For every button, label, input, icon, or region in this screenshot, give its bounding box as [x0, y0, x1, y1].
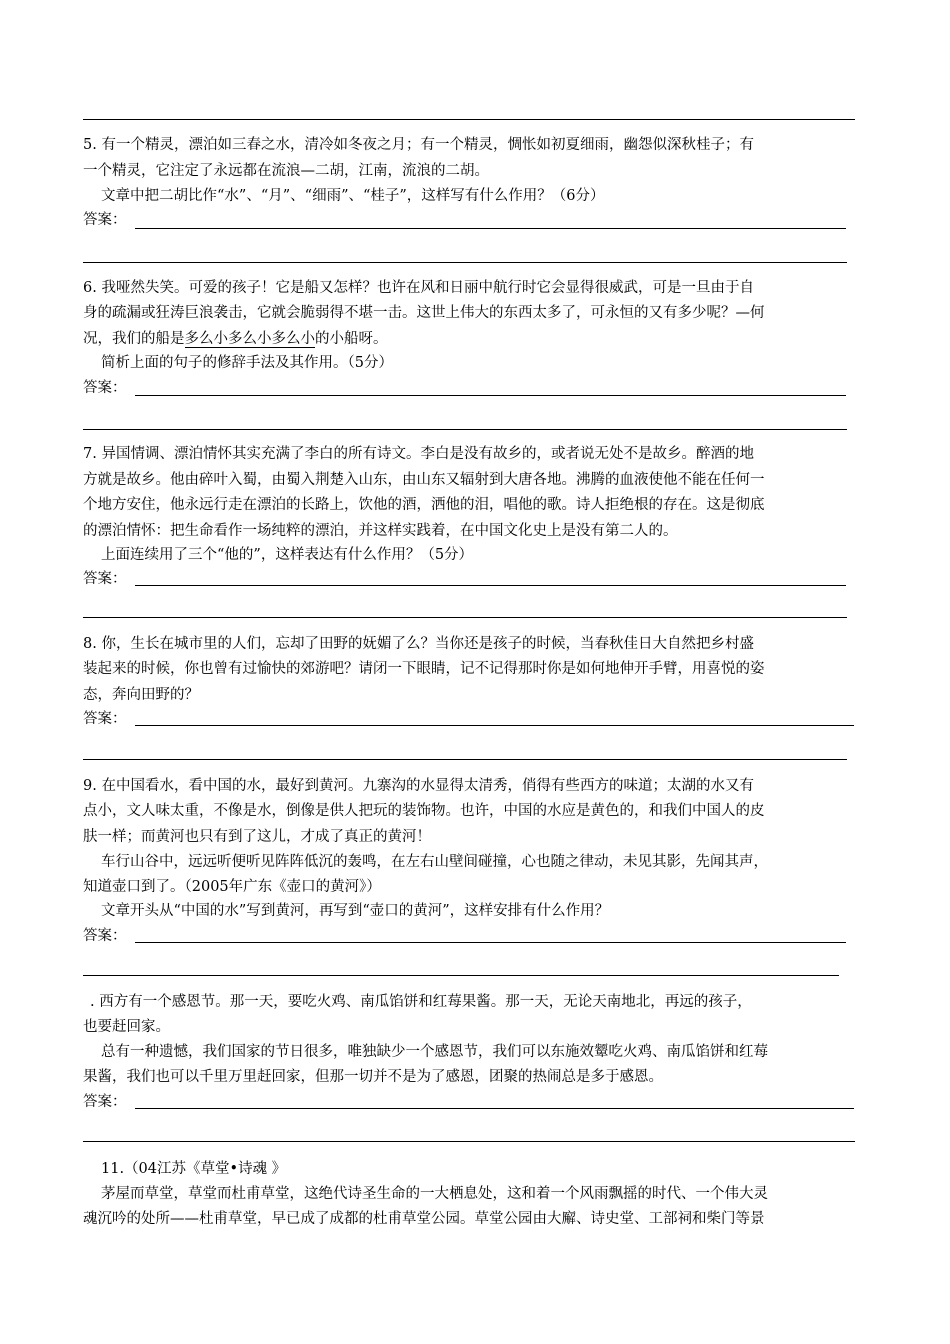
- q9-line-3: 肤一样；而黄河也只有到了这儿，才成了真正的黄河！: [83, 829, 431, 845]
- q6-line-1: 6. 我哑然失笑。可爱的孩子！它是船又怎样？也许在风和日丽中航行时它会显得很威武，可是一旦由于自: [83, 280, 754, 296]
- q6-answer-label: 答案：: [83, 380, 127, 396]
- q9-line-2: 点小，文人味太重，不像是水，倒像是供人把玩的装饰物。也许，中国的水应是黄色的，和我们中国人的皮: [83, 803, 765, 819]
- q10-line-2: 也要赶回家。: [83, 1019, 170, 1035]
- q8-answer-rule: [83, 759, 847, 760]
- q6-question: 简析上面的句子的修辞手法及其作用。（5分）: [101, 355, 393, 371]
- q7-line-4: 的漂泊情怀：把生命看作一场纯粹的漂泊，并这样实践着，在中国文化史上是没有第二人的。: [83, 523, 678, 539]
- q8-answer-line: [135, 725, 854, 726]
- q7-line-2: 方就是故乡。他由碎叶入蜀，由蜀入荆楚入山东，由山东又辐射到大唐各地。沸腾的血液使他不能在任何一: [83, 472, 765, 488]
- q6-line-3-post: 的小船呀。: [315, 331, 388, 347]
- q8-line-3: 态，奔向田野的？: [83, 687, 199, 703]
- q11-title: 11.（04江苏《草堂•诗魂 》: [101, 1161, 287, 1177]
- q10-line-1: . 西方有一个感恩节。那一天，要吃火鸡、南瓜馅饼和红莓果酱。那一天，无论天南地北，再远的孩子，: [90, 994, 752, 1010]
- q9-para2-line-1: 车行山谷中，远远听便听见阵阵低沉的轰鸣，在左右山壁间碰撞，心也随之律动，未见其影，先闻其声，: [101, 854, 768, 870]
- q5-answer-rule: [83, 262, 847, 263]
- q10-para2-line-1: 总有一种遗憾，我们国家的节日很多，唯独缺少一个感恩节，我们可以东施效颦吃火鸡、南瓜馅饼和红莓: [101, 1044, 768, 1060]
- q6-answer-line: [135, 395, 846, 396]
- q6-line-3: [83, 329, 863, 349]
- q7-question: 上面连续用了三个“他的”，这样表达有什么作用？（5分）: [101, 547, 474, 563]
- q6-answer-rule: [83, 429, 847, 430]
- q10-answer-rule: [83, 1141, 855, 1142]
- q5-answer-line: [135, 228, 846, 229]
- q8-line-1: 8. 你，生长在城市里的人们，忘却了田野的妩媚了么？当你还是孩子的时候，当春秋佳日大自然把乡村盛: [83, 636, 754, 652]
- q8-line-2: 装起来的时候，你也曾有过愉快的郊游吧？请闭一下眼睛，记不记得那时你是如何地伸开手臂，用喜悦的姿: [83, 661, 765, 677]
- q7-answer-rule: [83, 617, 847, 618]
- q8-answer-label: 答案：: [83, 711, 127, 727]
- answer-rule: [83, 119, 855, 120]
- q9-question: 文章开头从“中国的水”写到黄河，再写到“壶口的黄河”，这样安排有什么作用？: [101, 903, 610, 919]
- q11-line-2: 魂沉吟的处所——杜甫草堂，早已成了成都的杜甫草堂公园。草堂公园由大廨、诗史堂、工部祠和柴门等景: [83, 1211, 765, 1227]
- q7-answer-line: [135, 585, 846, 586]
- q10-answer-label: 答案：: [83, 1094, 127, 1110]
- q5-line-1: 5. 有一个精灵，漂泊如三春之水，清冷如冬夜之月；有一个精灵，惆怅如初夏细雨，幽怨似深秋桂子；有: [83, 137, 754, 153]
- q11-line-1: 茅屋而草堂，草堂而杜甫草堂，这绝代诗圣生命的一大栖息处，这和着一个风雨飘摇的时代、一个伟大灵: [101, 1186, 768, 1202]
- q6-underlined-phrase: 多么小多么小多么小: [184, 331, 315, 347]
- q9-answer-label: 答案：: [83, 928, 127, 944]
- q9-para2-line-2: 知道壶口到了。（2005年广东《壶口的黄河》）: [83, 879, 381, 895]
- q5-answer-label: 答案：: [83, 212, 127, 228]
- q9-answer-rule: [83, 975, 839, 976]
- q9-line-1: 9. 在中国看水，看中国的水，最好到黄河。九寨沟的水显得太清秀，俏得有些西方的味道；太湖的水又有: [83, 778, 754, 794]
- q7-line-3: 个地方安住，他永远行走在漂泊的长路上，饮他的酒，洒他的泪，唱他的歌。诗人拒绝根的存在。这是彻底: [83, 497, 765, 513]
- q7-answer-label: 答案：: [83, 571, 127, 587]
- q5-question: 文章中把二胡比作“水”、“月”、“细雨”、“桂子”，这样写有什么作用？（6分）: [101, 188, 605, 204]
- q9-answer-line: [135, 942, 846, 943]
- q5-line-2: 一个精灵，它注定了永远都在流浪—二胡，江南，流浪的二胡。: [83, 163, 489, 179]
- q6-line-3-pre: 况，我们的船是: [83, 331, 185, 347]
- q7-line-1: 7. 异国情调、漂泊情怀其实充满了李白的所有诗文。李白是没有故乡的，或者说无处不是故乡。醉酒的地: [83, 446, 754, 462]
- q10-answer-line: [135, 1108, 854, 1109]
- q10-para2-line-2: 果酱，我们也可以千里万里赶回家，但那一切并不是为了感恩，团聚的热闹总是多于感恩。: [83, 1069, 663, 1085]
- q6-line-2: 身的疏漏或狂涛巨浪袭击，它就会脆弱得不堪一击。这世上伟大的东西太多了，可永恒的又有多少呢？—何: [83, 305, 765, 321]
